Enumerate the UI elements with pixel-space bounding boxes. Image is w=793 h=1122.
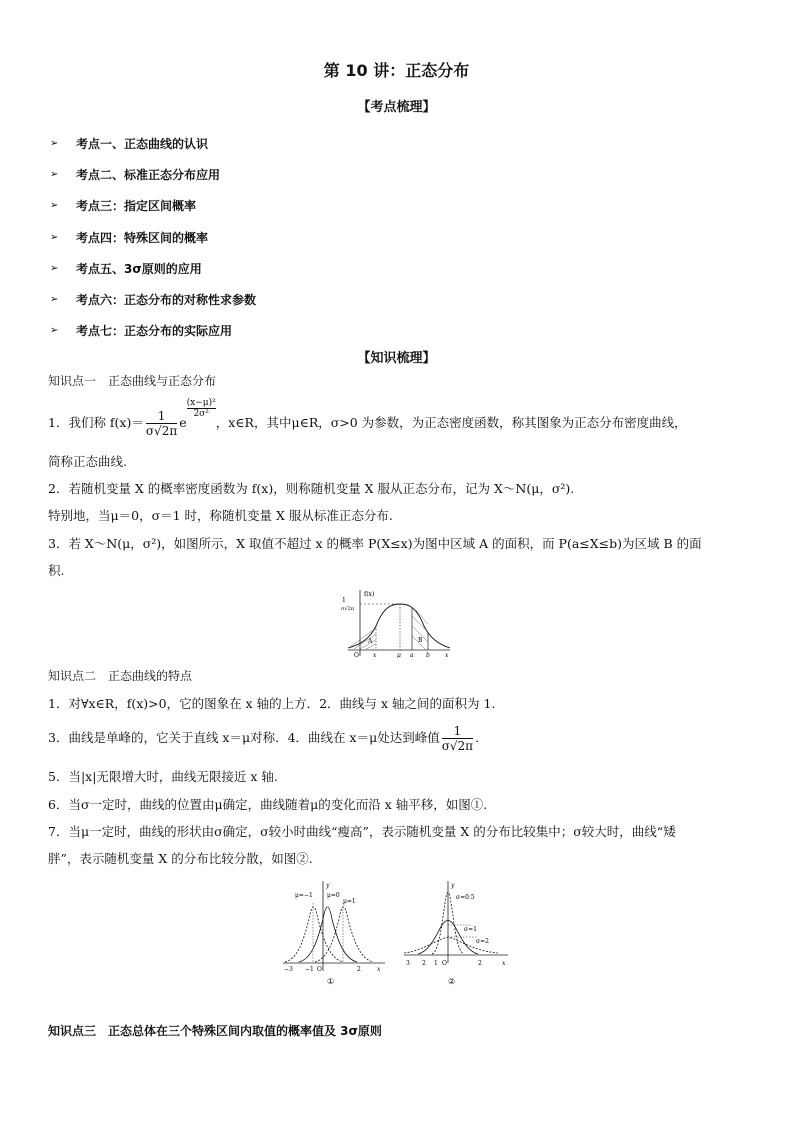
kp2-heading: 知识点二 正态曲线的特点 (48, 669, 193, 683)
x-label: x (377, 966, 381, 973)
region-b-hatch (412, 610, 428, 650)
label-sigma-1: σ=1 (464, 926, 477, 933)
kaodian-label: 考点二、标准正态分布应用 (76, 168, 221, 183)
tick-label: 3 (406, 960, 410, 967)
y-axis-label: f(x) (364, 591, 375, 598)
arrow-bullet-icon: ➢ (50, 262, 59, 274)
kp1-paragraph-1: 1．我们称 f(x)＝ $\frac{1}{\sigma√2\pi}$ e $\frac{\text{(x−μ)²}}{\text{2σ²}}$，x∈R，其中μ∈R，σ>0 为参数，为正态密度函数，称其图象为正态分布密度曲线， (48, 398, 687, 438)
kp1-paragraph-3: 特别地，当μ＝0，σ＝1 时，称随机变量 X 服从标准正态分布. (48, 508, 393, 523)
kaodian-item (50, 315, 256, 346)
tick-label: 2 (422, 960, 426, 967)
kp2-line-2: 3．曲线是单峰的，它关于直线 x＝μ对称．4．曲线在 x＝μ处达到峰值 $\frac{1}{\sigma√2\pi}$ . (48, 723, 480, 753)
tick-label: −1 (305, 966, 314, 973)
origin-label: O (354, 652, 359, 658)
label-mu-0: μ=0 (327, 892, 340, 899)
label-mu-1: μ=1 (343, 898, 356, 905)
kaodian-label: 考点一、正态曲线的认识 (76, 137, 209, 152)
x-label: x (502, 960, 506, 967)
kaodian-item (50, 128, 256, 159)
kp2-line-3: 5．当|x|无限增大时，曲线无限接近 x 轴. (48, 769, 278, 784)
kp1-paragraph-4-cont: 积. (48, 563, 65, 578)
y-label: y (451, 882, 455, 889)
kp1-paragraph-4: 3．若 X～N(μ，σ²)，如图所示，X 取值不超过 x 的概率 P(X≤x)为图中区域 A 的面积，而 P(a≤X≤b)为区域 B 的面 (48, 536, 702, 551)
tick-mu: μ (397, 652, 401, 658)
tick-x: x (373, 652, 377, 658)
arrow-bullet-icon: ➢ (50, 138, 59, 150)
bell-curve (348, 604, 450, 648)
kaodian-item (50, 284, 256, 315)
arrow-bullet-icon: ➢ (50, 294, 59, 306)
section-heading-kaodian: 【考点梳理】 (357, 100, 436, 115)
kaodian-label: 考点七：正态分布的实际应用 (76, 324, 233, 339)
figure-label: ② (448, 977, 456, 986)
fraction: $\frac{1}{\sigma√2\pi}$ (441, 723, 474, 753)
arrow-bullet-icon: ➢ (50, 200, 59, 212)
tick-label: 2 (357, 966, 361, 973)
tick-a: a (410, 652, 414, 658)
peak-label-den: σ√2π (341, 606, 355, 612)
label-sigma-0.5: σ=0.5 (456, 894, 475, 901)
kp3-heading: 知识点三 正态总体在三个特殊区间内取值的概率值及 3σ原则 (48, 1024, 382, 1038)
kp2-line-5: 7．当μ一定时，曲线的形状由σ确定，σ较小时曲线“瘦高”，表示随机变量 X 的分布比较集中；σ较大时，曲线“矮 (48, 824, 676, 839)
kp2-line-5-cont: 胖”，表示随机变量 X 的分布比较分散，如图②. (48, 851, 313, 866)
kaodian-list (50, 128, 256, 346)
exponent-fraction: $\frac{\text{(x−μ)²}}{\text{2σ²}}$ (186, 398, 216, 419)
kaodian-label: 考点三：指定区间概率 (76, 199, 197, 214)
kp2-line-4: 6．当σ一定时，曲线的位置由μ确定，曲线随着μ的变化而沿 x 轴平移，如图①. (48, 797, 488, 812)
arrow-bullet-icon: ➢ (50, 325, 59, 337)
kaodian-label: 考点四：特殊区间的概率 (76, 230, 209, 245)
kp2-line-1: 1．对∀x∈R，f(x)>0，它的图象在 x 轴的上方．2．曲线与 x 轴之间的面积为 1. (48, 696, 496, 711)
curve-mu-0 (299, 907, 357, 962)
region-a-label: A (368, 638, 373, 645)
fraction: $\frac{1}{\sigma√2\pi}$ (145, 408, 178, 438)
kaodian-item (50, 190, 256, 221)
axis-x-label: x (445, 652, 449, 658)
peak-label-num: 1 (342, 597, 346, 604)
kp1-paragraph-1-cont: 简称正态曲线. (48, 454, 127, 469)
label-mu-minus1: μ=−1 (295, 892, 313, 899)
arrow-bullet-icon: ➢ (50, 169, 59, 181)
mu-shift-figure (281, 879, 389, 987)
label-sigma-2: σ=2 (476, 938, 489, 945)
normal-curve-figure (340, 586, 455, 658)
tick-b: b (426, 652, 430, 658)
y-label: y (326, 882, 330, 889)
origin-label: O (442, 960, 447, 967)
origin-label: O (317, 966, 322, 973)
sigma-shape-figure (402, 879, 512, 987)
section-heading-zhishi: 【知识梳理】 (357, 351, 436, 366)
region-b-label: B (418, 637, 423, 644)
figure-label: ① (327, 977, 335, 986)
kaodian-item (50, 159, 256, 190)
kaodian-label: 考点五、3σ原则的应用 (76, 261, 202, 276)
page-title: 第 10 讲：正态分布 (323, 61, 470, 80)
kp1-heading: 知识点一 正态曲线与正态分布 (48, 374, 217, 388)
kaodian-item (50, 253, 256, 284)
tick-label: 2 (478, 960, 482, 967)
kp1-paragraph-2: 2．若随机变量 X 的概率密度函数为 f(x)，则称随机变量 X 服从正态分布，记为 X～N(μ，σ²). (48, 481, 575, 496)
arrow-bullet-icon: ➢ (50, 231, 59, 243)
kaodian-item (50, 222, 256, 253)
kaodian-label: 考点六：正态分布的对称性求参数 (76, 293, 257, 308)
tick-label: 1 (434, 960, 438, 967)
tick-label: −3 (284, 966, 293, 973)
